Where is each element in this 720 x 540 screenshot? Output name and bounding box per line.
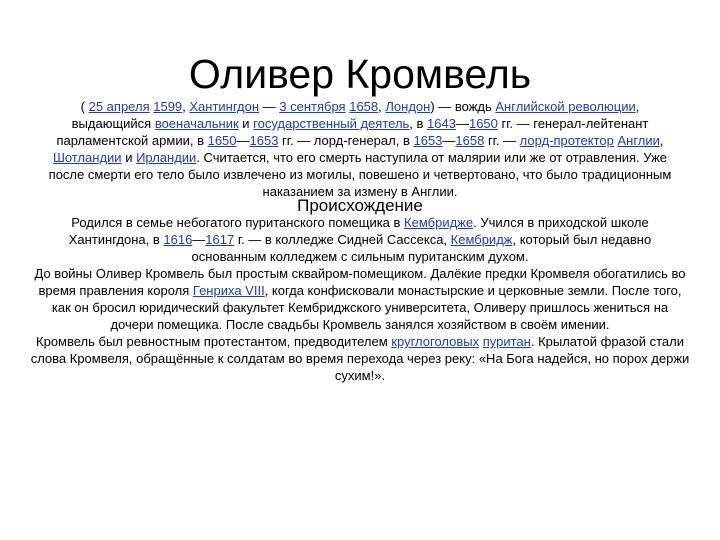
link-year-1650-b[interactable]: 1650 — [207, 133, 237, 148]
p2-text: , когда конфисковали монастырские и церковные земли. После того, как он бросил юридический факультет Кембриджского университета, Оливеру пришлось жениться на дочери помещика. После свадьбы Кромвель занялся хозяйством в своём имении. — [51, 283, 682, 332]
intro-text: , — [378, 99, 386, 114]
link-year-1643[interactable]: 1643 — [427, 116, 456, 131]
link-year-1616[interactable]: 1616 — [163, 232, 193, 247]
intro-text: . Считается, что его смерть наступила от малярии или же от отравления. Уже после смерти его тело было извлечено из могилы, повешено и четвертовано, что было традиционным наказанием за измену в Англии. — [48, 150, 672, 199]
link-roundheads[interactable]: круглоголовых — [391, 334, 480, 349]
link-england[interactable]: Англии — [617, 133, 660, 148]
intro-text: ) — вождь — [430, 99, 496, 114]
intro-text: и — [121, 150, 137, 165]
intro-text: — — [455, 116, 469, 131]
p1-text: — — [192, 232, 206, 247]
intro-text: — — [236, 133, 250, 148]
link-lord-protector[interactable]: лорд-протектор — [519, 133, 614, 148]
link-statesman[interactable]: государственный деятель — [253, 116, 410, 131]
p1-text: Родился в семье небогатого пуританского помещика в — [71, 215, 405, 230]
intro-text: — — [259, 99, 280, 114]
link-year-1650[interactable]: 1650 — [468, 116, 498, 131]
link-death-year[interactable]: 1658 — [349, 99, 379, 114]
intro-text: гг. — — [484, 133, 520, 148]
intro-text: , в — [409, 116, 428, 131]
p3-text: Кромвель был ревностным протестантом, предводителем — [36, 334, 392, 349]
p1-text: , который был недавно основанным колледжем с сильным пуританским духом. — [191, 232, 652, 264]
link-cambridge-2[interactable]: Кембридж — [450, 232, 513, 247]
intro-text: — — [442, 133, 456, 148]
link-death-date[interactable]: 3 сентября — [279, 99, 346, 114]
link-henry-viii[interactable]: Генриха VIII — [192, 283, 265, 298]
p1-text: . Учился в приходской школе Хантингдона, в — [68, 215, 649, 247]
link-cambridge[interactable]: Кембридже — [404, 215, 474, 230]
link-year-1653-b[interactable]: 1653 — [413, 133, 443, 148]
paragraph-3 — [30, 333, 690, 384]
paragraph-2 — [30, 265, 690, 333]
link-year-1617[interactable]: 1617 — [205, 232, 235, 247]
link-puritans[interactable]: пуритан — [482, 334, 531, 349]
intro-text: , — [659, 133, 664, 148]
intro-paragraph — [40, 98, 680, 200]
intro-text: ( — [80, 99, 89, 114]
link-year-1653[interactable]: 1653 — [249, 133, 279, 148]
link-year-1658[interactable]: 1658 — [455, 133, 485, 148]
intro-text: , выдающийся — [71, 99, 640, 131]
link-huntingdon[interactable]: Хантингдон — [189, 99, 260, 114]
link-english-revolution[interactable]: Английской революции — [495, 99, 636, 114]
intro-text: , — [182, 99, 190, 114]
intro-text: гг. — лорд-генерал, в — [278, 133, 414, 148]
link-birth-date[interactable]: 25 апреля — [88, 99, 150, 114]
link-birth-year[interactable]: 1599 — [153, 99, 183, 114]
p3-text: . Крылатой фразой стали слова Кромвеля, обращённые к солдатам во время перехода через реку: «На Бога надейся, но порох держи сухим!». — [30, 334, 690, 383]
p2-text: До войны Оливер Кромвель был простым сквайром-помещиком. Далёкие предки Кромвеля обогатились во время правления короля — [34, 266, 686, 298]
section-body — [30, 214, 690, 384]
paragraph-1 — [30, 214, 690, 265]
section-heading: Происхождение — [297, 196, 423, 215]
p1-text: г. — в колледже Сидней Сассекса, — [234, 232, 451, 247]
page-title: Оливер Кромвель — [188, 51, 532, 97]
link-military-leader[interactable]: военачальник — [154, 116, 239, 131]
intro-text: и — [238, 116, 254, 131]
link-ireland[interactable]: Ирландии — [136, 150, 197, 165]
intro-text: гг. — генерал-лейтенант парламентской армии, в — [56, 116, 649, 148]
link-scotland[interactable]: Шотландии — [52, 150, 122, 165]
link-london[interactable]: Лондон — [385, 99, 431, 114]
